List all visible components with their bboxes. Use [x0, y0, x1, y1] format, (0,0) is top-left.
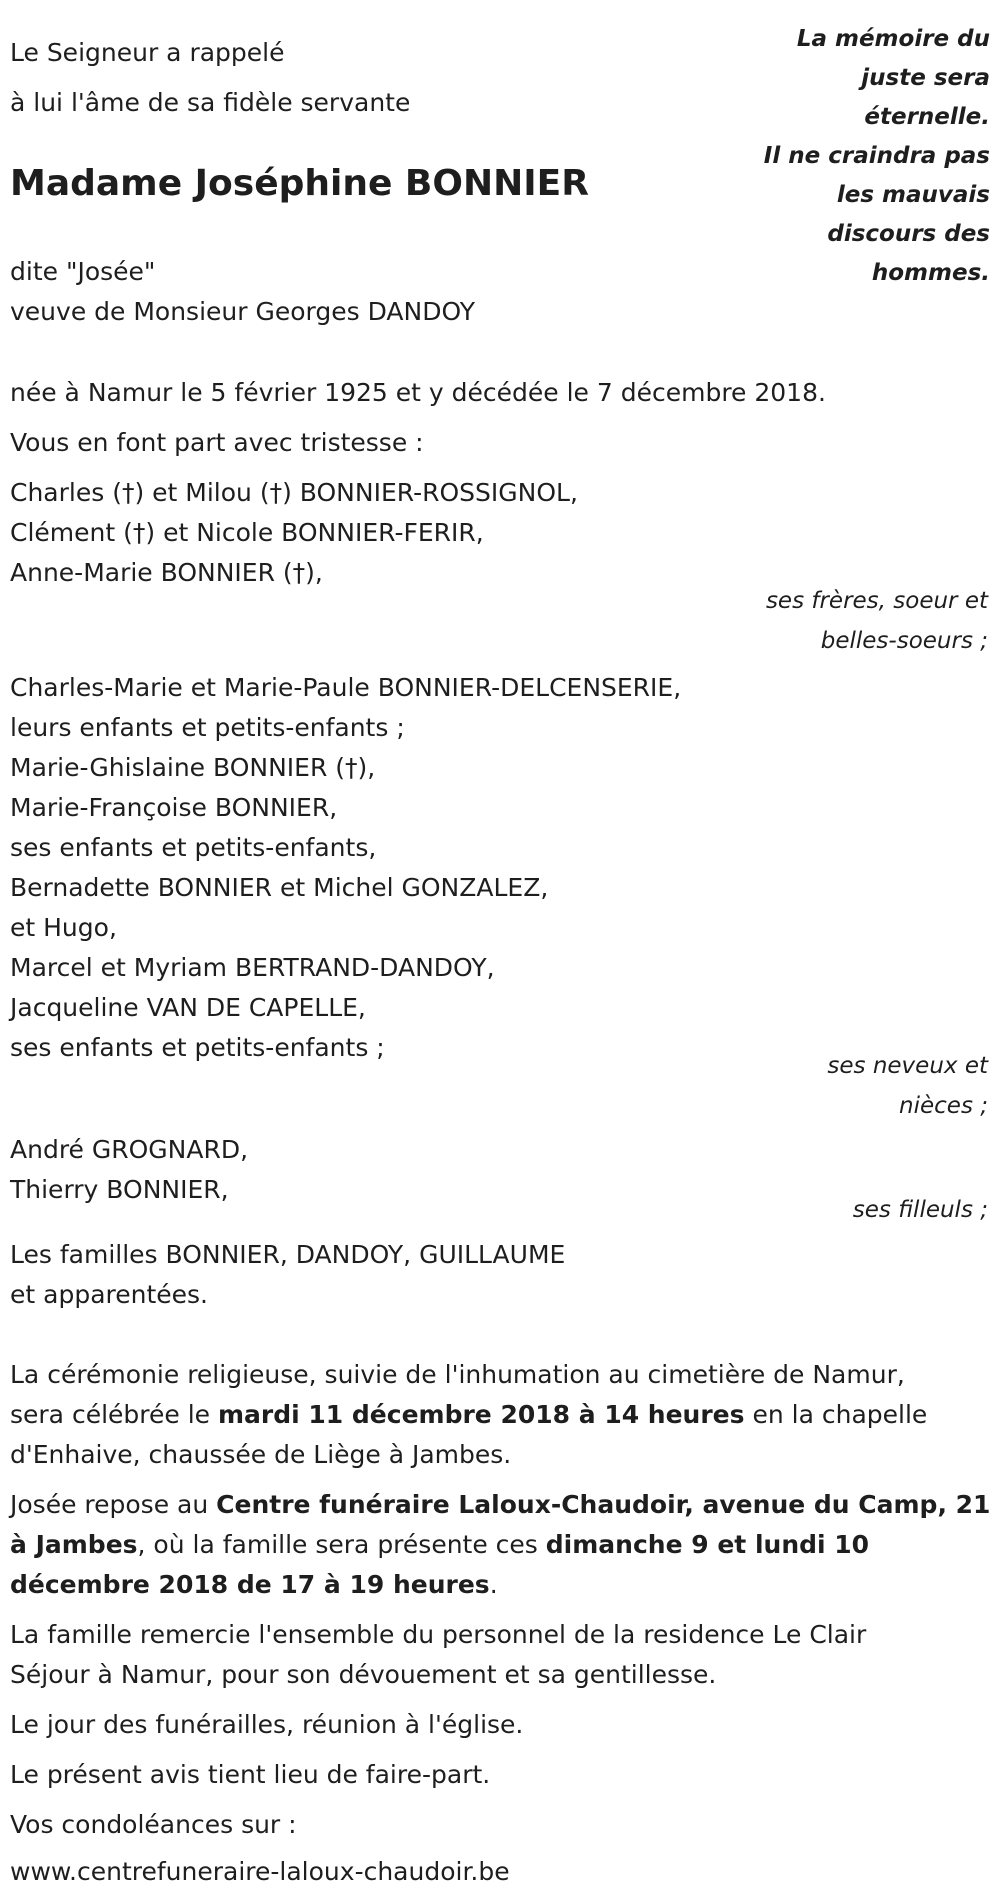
relation-label: ses filleuls ;	[852, 1197, 988, 1223]
quote-line: discours des	[827, 221, 990, 247]
family-line: ses enfants et petits-enfants ;	[10, 1033, 385, 1062]
announce-line: Vous en font part avec tristesse :	[10, 428, 424, 457]
ceremony-line	[10, 1400, 927, 1429]
quote-line: éternelle.	[864, 104, 990, 130]
ceremony-text: sera célébrée le	[10, 1400, 218, 1429]
ceremony-datetime: mardi 11 décembre 2018 à 14 heures	[217, 1400, 745, 1429]
family-line: Marcel et Myriam BERTRAND-DANDOY,	[10, 953, 495, 982]
relation-label: nièces ;	[899, 1093, 988, 1119]
condolences-line: Vos condoléances sur :	[10, 1810, 297, 1839]
funeral-day-line: Le jour des funérailles, réunion à l'église.	[10, 1710, 524, 1739]
visiting-hours: décembre 2018 de 17 à 19 heures	[10, 1570, 490, 1599]
family-line: leurs enfants et petits-enfants ;	[10, 713, 405, 742]
funeral-home: Centre funéraire Laloux-Chaudoir, avenue du Camp, 21	[216, 1490, 991, 1519]
quote-line: Il ne craindra pas	[763, 143, 990, 169]
ceremony-line: La cérémonie religieuse, suivie de l'inhumation au cimetière de Namur,	[10, 1360, 905, 1389]
quote-line: les mauvais	[836, 182, 990, 208]
family-line: Thierry BONNIER,	[10, 1175, 229, 1204]
nickname: dite "Josée"	[10, 257, 156, 286]
widow-of: veuve de Monsieur Georges DANDOY	[10, 297, 476, 326]
rest-text: , où la famille sera présente ces	[137, 1530, 546, 1559]
quote-line: La mémoire du	[796, 26, 990, 52]
rest-line	[10, 1490, 990, 1519]
notice-line: Le présent avis tient lieu de faire-part.	[10, 1760, 491, 1789]
family-line: Charles (†) et Milou (†) BONNIER-ROSSIGNOL,	[10, 478, 578, 507]
family-line: ses enfants et petits-enfants,	[10, 833, 377, 862]
quote-line: juste sera	[861, 65, 990, 91]
ceremony-text: en la chapelle	[744, 1400, 928, 1429]
thanks-line: La famille remercie l'ensemble du personnel de la residence Le Clair	[10, 1620, 867, 1649]
condolences-website-link[interactable]: www.centrefuneraire-laloux-chaudoir.be	[10, 1857, 510, 1886]
rest-text: Josée repose au	[10, 1490, 217, 1519]
family-line: Bernadette BONNIER et Michel GONZALEZ,	[10, 873, 549, 902]
family-line: Jacqueline VAN DE CAPELLE,	[10, 993, 366, 1022]
family-line: André GROGNARD,	[10, 1135, 249, 1164]
birth-death-dates: née à Namur le 5 février 1925 et y décédée le 7 décembre 2018.	[10, 378, 826, 407]
scripture-quote	[730, 20, 990, 293]
family-line: Marie-Françoise BONNIER,	[10, 793, 338, 822]
relation-label: belles-soeurs ;	[820, 628, 988, 654]
relation-label: ses neveux et	[827, 1053, 988, 1079]
funeral-home-town: à Jambes	[10, 1530, 138, 1559]
family-line: et Hugo,	[10, 913, 117, 942]
quote-line: hommes.	[871, 260, 990, 286]
visiting-days: dimanche 9 et lundi 10	[545, 1530, 870, 1559]
rest-line	[10, 1570, 498, 1599]
thanks-line: Séjour à Namur, pour son dévouement et sa gentillesse.	[10, 1660, 717, 1689]
family-line: Charles-Marie et Marie-Paule BONNIER-DELCENSERIE,	[10, 673, 682, 702]
deceased-name: Madame Joséphine BONNIER	[10, 163, 589, 204]
intro-line: Le Seigneur a rappelé	[10, 38, 285, 67]
ceremony-line: d'Enhaive, chaussée de Liège à Jambes.	[10, 1440, 512, 1469]
family-line: Les familles BONNIER, DANDOY, GUILLAUME	[10, 1240, 566, 1269]
family-line: Anne-Marie BONNIER (†),	[10, 558, 323, 587]
family-line: Clément (†) et Nicole BONNIER-FERIR,	[10, 518, 484, 547]
rest-line	[10, 1530, 869, 1559]
relation-label: ses frères, soeur et	[765, 588, 988, 614]
rest-text: .	[489, 1570, 498, 1599]
family-line: Marie-Ghislaine BONNIER (†),	[10, 753, 376, 782]
family-line: et apparentées.	[10, 1280, 208, 1309]
intro-line: à lui l'âme de sa fidèle servante	[10, 88, 411, 117]
